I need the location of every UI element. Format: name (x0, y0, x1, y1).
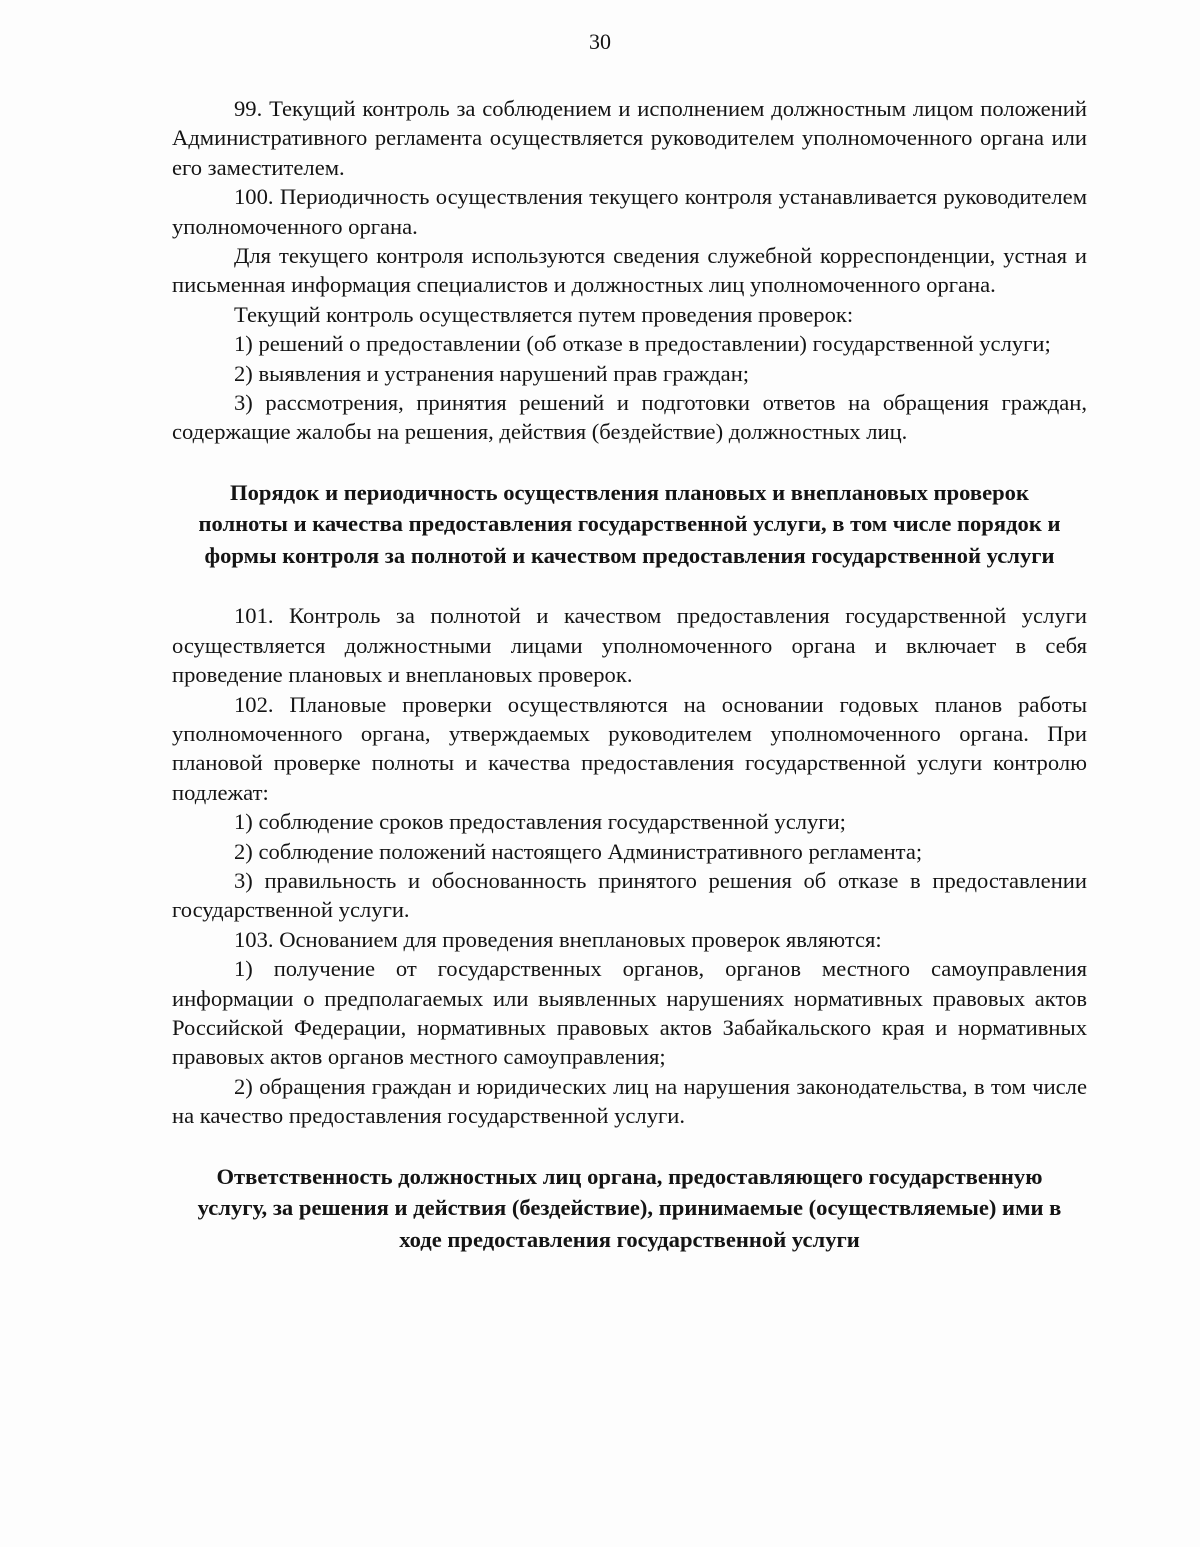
document-body (172, 94, 1087, 1255)
paragraph-103: 103. Основанием для проведения внеплановых проверок являются: (234, 926, 882, 952)
list-item-3-appeals: 3) рассмотрения, принятия решений и подготовки ответов на обращения граждан, содержащие жалобы на решения, действия (бездействие) должностных лиц. (172, 390, 1087, 445)
list-item-1-decisions: 1) решений о предоставлении (об отказе в предоставлении) государственной услуги; (234, 331, 1051, 357)
paragraph-checks-intro: Текущий контроль осуществляется путем проведения проверок: (234, 301, 854, 327)
paragraph-100: 100. Периодичность осуществления текущего контроля устанавливается руководителем уполномоченного органа. (172, 184, 1087, 239)
list-item-1-information: 1) получение от государственных органов, органов местного самоуправления информации о предполагаемых или выявленных нарушениях нормативных правовых актов Российской Федерации, нормативных правовых актов Забайкальского края и нормативных правовых актов органов местного самоуправления; (172, 956, 1087, 1070)
list-item-1-deadlines: 1) соблюдение сроков предоставления государственной услуги; (234, 809, 846, 835)
section-heading-responsibility: Ответственность должностных лиц органа, предоставляющего государственную услугу, за решения и действия (бездействие), принимаемые (осуществляемые) ими в ходе предоставления государственной услуги (197, 1163, 1062, 1252)
paragraph-99: 99. Текущий контроль за соблюдением и исполнением должностным лицом положений Административного регламента осуществляется руководителем уполномоченного органа или его заместителем. (172, 96, 1087, 180)
paragraph-101: 101. Контроль за полнотой и качеством предоставления государственной услуги осуществляется должностными лицами уполномоченного органа и включает в себя проведение плановых и внеплановых проверок. (172, 603, 1087, 688)
list-item-3-refusal: 3) правильность и обоснованность принятого решения об отказе в предоставлении государственной услуги. (172, 868, 1087, 923)
list-item-2-violations: 2) выявления и устранения нарушений прав граждан; (234, 360, 750, 386)
page-number: 30 (589, 29, 611, 54)
paragraph-sources: Для текущего контроля используются сведения служебной корреспонденции, устная и письменная информация специалистов и должностных лиц уполномоченного органа. (172, 243, 1087, 298)
paragraph-102: 102. Плановые проверки осуществляются на основании годовых планов работы уполномоченного органа, утверждаемых руководителем уполномоченного органа. При плановой проверке полноты и качества предоставления государственной услуги контролю подлежат: (172, 691, 1087, 805)
list-item-2-citizen-appeals: 2) обращения граждан и юридических лиц на нарушения законодательства, в том числе на качество предоставления государственной услуги. (172, 1073, 1087, 1129)
list-item-2-regulation: 2) соблюдение положений настоящего Административного регламента; (234, 838, 923, 864)
section-heading-inspections: Порядок и периодичность осуществления плановых и внеплановых проверок полноты и качества предоставления государственной услуги, в том числе порядок и формы контроля за полнотой и качеством предоставления государственной услуги (198, 479, 1061, 568)
